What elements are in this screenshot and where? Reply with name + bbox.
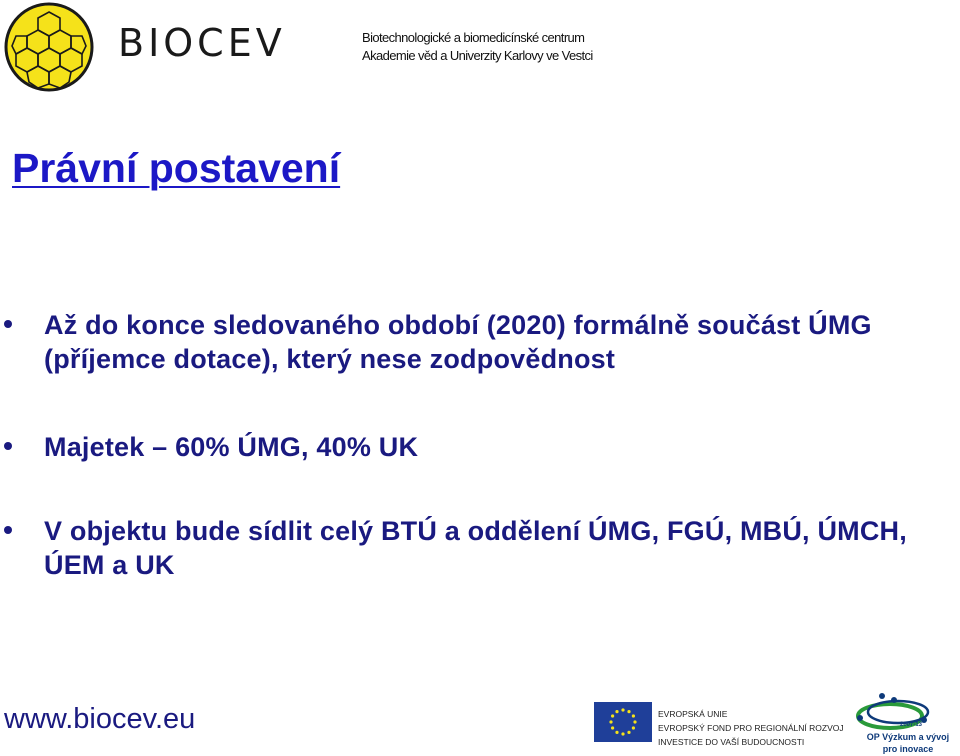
eu-line: EVROPSKÝ FOND PRO REGIONÁLNÍ ROZVOJ xyxy=(658,723,844,733)
bullet-dot-icon xyxy=(4,320,12,328)
eu-flag-icon xyxy=(594,702,652,742)
org-name-line2: Akademie věd a Univerzity Karlovy ve Vestci xyxy=(362,48,593,63)
org-name-line1: Biotechnologické a biomedicínské centrum xyxy=(362,30,585,45)
biocev-wordmark: BIOCEV xyxy=(118,21,286,65)
bullet-text: Až do konce sledovaného období (2020) formálně součást ÚMG (příjemce dotace), který nese zodpovědnost xyxy=(44,310,872,374)
slide-title: Právní postavení xyxy=(12,145,341,191)
eu-line: INVESTICE DO VAŠÍ BUDOUCNOSTI xyxy=(658,737,805,747)
biocev-logo-icon xyxy=(4,2,94,92)
op-line: OP Výzkum a vývoj xyxy=(866,732,950,742)
bullet-dot-icon xyxy=(4,442,12,450)
eu-line: EVROPSKÁ UNIE xyxy=(658,709,728,719)
bullet-text: V objektu bude sídlit celý BTÚ a oddělení ÚMG, FGÚ, MBÚ, ÚMCH, ÚEM a UK xyxy=(44,516,907,580)
op-line: pro inovace xyxy=(882,744,934,754)
op-badge-text: 2007-13 xyxy=(900,722,923,728)
website-link[interactable]: www.biocev.eu xyxy=(4,703,196,735)
eu-fund-text xyxy=(658,707,844,749)
bullet-dot-icon xyxy=(4,526,12,534)
bullet-text: Majetek – 60% ÚMG, 40% UK xyxy=(44,432,419,462)
op-vavpi-text xyxy=(858,731,958,755)
